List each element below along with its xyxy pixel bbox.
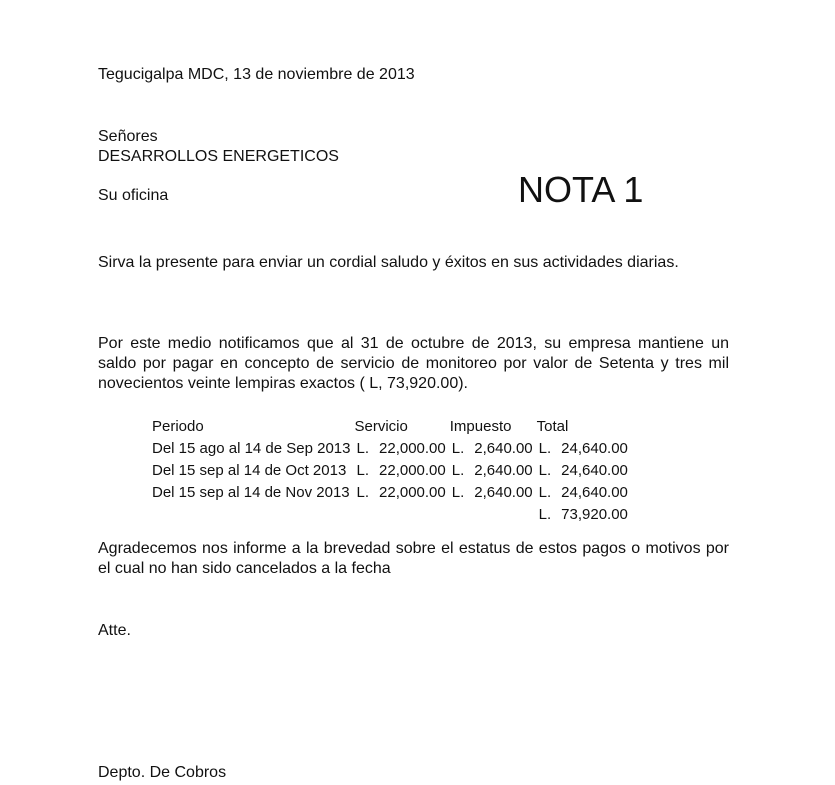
- header-periodo: Periodo: [152, 417, 204, 435]
- salutation: Señores: [98, 128, 158, 145]
- header-servicio: Servicio: [354, 417, 408, 435]
- cell-currency: L.: [538, 483, 552, 501]
- cell-periodo: Del 15 ago al 14 de Sep 2013: [152, 439, 351, 457]
- cell-impuesto: 2,640.00: [474, 439, 533, 457]
- cell-currency: L.: [356, 439, 370, 457]
- cell-currency: L.: [538, 461, 552, 479]
- table-total-row: [150, 503, 630, 525]
- cell-impuesto: 2,640.00: [474, 483, 533, 501]
- recipient: DESARROLLOS ENERGETICOS: [98, 148, 339, 165]
- paragraph-greeting: Sirva la presente para enviar un cordial saludo y éxitos en sus actividades diarias.: [98, 254, 679, 271]
- cell-total: 24,640.00: [561, 483, 628, 501]
- signature: Depto. De Cobros: [98, 764, 227, 781]
- closing: Atte.: [98, 622, 131, 639]
- cell-currency: L.: [538, 439, 552, 457]
- table-row: [150, 481, 630, 503]
- cell-servicio: 22,000.00: [379, 483, 446, 501]
- cell-total: 24,640.00: [561, 439, 628, 457]
- paragraph-balance: Por este medio notificamos que al 31 de octubre de 2013, su empresa mantiene un saldo por pagar en concepto de servicio de monitoreo por valor de Setenta y tres mil novecientos veinte lempiras exactos ( L, 73,920.00).: [98, 335, 729, 392]
- header-impuesto: Impuesto: [449, 417, 512, 435]
- cell-servicio: 22,000.00: [379, 461, 446, 479]
- cell-grand-total: 73,920.00: [561, 505, 628, 523]
- cell-currency: L.: [356, 483, 370, 501]
- cell-currency: L.: [538, 505, 552, 523]
- cell-currency: L.: [451, 461, 465, 479]
- table-header-row: [150, 415, 630, 437]
- table-row: [150, 437, 630, 459]
- cell-currency: L.: [356, 461, 370, 479]
- office: Su oficina: [98, 187, 169, 204]
- header-total: Total: [536, 417, 569, 435]
- cell-impuesto: 2,640.00: [474, 461, 533, 479]
- note-title: NOTA 1: [518, 169, 644, 210]
- cell-periodo: Del 15 sep al 14 de Nov 2013: [152, 483, 350, 501]
- cell-periodo: Del 15 sep al 14 de Oct 2013: [152, 461, 347, 479]
- cell-currency: L.: [451, 439, 465, 457]
- table-row: [150, 459, 630, 481]
- empty-cell: [150, 503, 535, 525]
- cell-total: 24,640.00: [561, 461, 628, 479]
- cell-currency: L.: [451, 483, 465, 501]
- place-date: Tegucigalpa MDC, 13 de noviembre de 2013: [98, 66, 415, 83]
- payments-table: [150, 415, 630, 525]
- cell-servicio: 22,000.00: [379, 439, 446, 457]
- paragraph-request: Agradecemos nos informe a la brevedad sobre el estatus de estos pagos o motivos por el cual no han sido cancelados a la fecha: [98, 540, 729, 577]
